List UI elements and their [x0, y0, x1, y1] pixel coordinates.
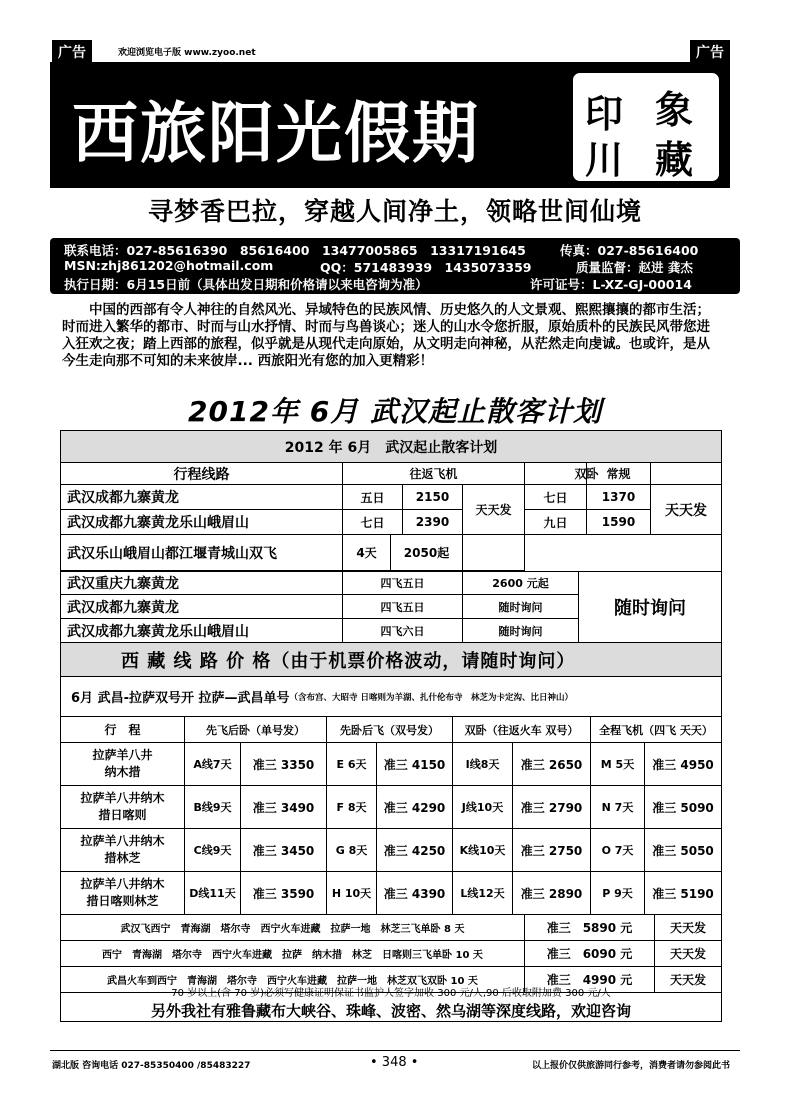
- ad-label-right: 广告: [690, 40, 730, 64]
- price-table: [60, 430, 722, 1022]
- qinghai-row-depart: 天天发: [655, 915, 721, 941]
- sleeper-row-1-price: 1370: [587, 485, 651, 510]
- tibet-row-cell-d: M 5天: [591, 743, 645, 786]
- tibet-row-cell-cp: 准三 2650: [513, 743, 591, 786]
- tibet-subtitle: [61, 677, 721, 717]
- route-row-5-price: 随时询问: [463, 595, 579, 619]
- ask-anytime: 随时询问: [579, 571, 721, 643]
- tibet-row-cell-cp: 准三 2790: [513, 786, 591, 829]
- contact-msn: MSN:zhj861202@hotmail.com: [64, 258, 274, 273]
- contact-phone: 联系电话：027-85616390 85616400 13477005865 13317191645: [64, 243, 526, 258]
- tibet-row-cell-ap: 准三 3490: [241, 786, 327, 829]
- route-row-4-days: 四飞五日: [343, 571, 463, 595]
- qinghai-row-price: 准三 4990 元: [525, 967, 655, 993]
- contact-qq: QQ：571483939 1435073359: [320, 260, 532, 275]
- route-row-3-price: 2050起: [391, 535, 463, 571]
- note-more: 另外我社有雅鲁藏布大峡谷、珠峰、波密、然乌湖等深度线路，欢迎咨询: [150, 1001, 631, 1020]
- tibet-row-cell-c: K线10天: [453, 829, 513, 872]
- sleeper-row-2-days: 九日: [525, 510, 587, 535]
- page-number: • 348 •: [370, 1055, 419, 1070]
- contact-box: [50, 238, 740, 294]
- sleeper-row-2-price: 1590: [587, 510, 651, 535]
- tibet-row-cell-b: G 8天: [327, 829, 377, 872]
- seal-char-2: 象: [655, 87, 694, 132]
- tibet-row-route-line: 措林芝: [104, 851, 141, 865]
- tibet-row-cell-ap: 准三 3350: [241, 743, 327, 786]
- head-route: 行程线路: [61, 463, 343, 485]
- tibet-title: 西 藏 线 路 价 格（由于机票价格波动，请随时询问）: [61, 643, 721, 677]
- title-banner: [50, 62, 730, 188]
- plan-heading: 2012年 6月 武汉起止散客计划: [188, 395, 602, 428]
- tibet-row-cell-a: C线9天: [185, 829, 241, 872]
- seal-char-1: 印: [585, 91, 624, 136]
- tibet-row-cell-cp: 准三 2890: [513, 872, 591, 915]
- qinghai-row-route: 西宁 青海湖 塔尔寺 西宁火车进藏 拉萨 纳木措 林芝 日喀则三飞单卧 10 天: [61, 941, 525, 967]
- sleeper-blank: [525, 535, 721, 571]
- contact-supervisor: 质量监督：赵进 龚杰: [576, 260, 693, 275]
- tibet-row-cell-bp: 准三 4250: [377, 829, 453, 872]
- tibet-head-c1: 先飞后卧（单号发）: [185, 717, 327, 743]
- footer-contact: 湖北版 咨询电话 027-85350400 /85483227: [52, 1061, 251, 1071]
- tibet-row-cell-d: P 9天: [591, 872, 645, 915]
- table-title: 2012 年 6月 武汉起止散客计划: [61, 431, 721, 463]
- tibet-row-cell-ap: 准三 3450: [241, 829, 327, 872]
- tibet-head-c4: 全程飞机（四飞 天天）: [591, 717, 721, 743]
- qinghai-row-route: 武汉飞西宁 青海湖 塔尔寺 西宁火车进藏 拉萨一地 林芝三飞单卧 8 天: [61, 915, 525, 941]
- contact-license: 许可证号：L-XZ-GJ-00014: [530, 277, 692, 292]
- tibet-row-cell-a: D线11天: [185, 872, 241, 915]
- tibet-row-cell-bp: 准三 4390: [377, 872, 453, 915]
- route-row-3-blank: [463, 535, 525, 571]
- ad-label-left: 广告: [52, 40, 92, 64]
- welcome-text: 欢迎浏览电子版 www.zyoo.net: [118, 48, 256, 58]
- tibet-row-cell-c: L线12天: [453, 872, 513, 915]
- tibet-row-route: [61, 872, 185, 915]
- tibet-row-route: [61, 829, 185, 872]
- tibet-subtitle-note: （含布宫、大昭寺 日喀则为羊湖、扎什伦布寺 林芝为卡定沟、比日神山）: [289, 692, 573, 703]
- seal-char-4: 藏: [655, 137, 694, 182]
- contact-exec-date: 执行日期：6月15日前（具体出发日期和价格请以来电咨询为准）: [64, 277, 428, 292]
- tibet-row-cell-b: F 8天: [327, 786, 377, 829]
- route-row-2-price: 2390: [403, 510, 463, 535]
- route-row-6-days: 四飞六日: [343, 619, 463, 643]
- tibet-row-cell-d: O 7天: [591, 829, 645, 872]
- route-row-5-days: 四飞五日: [343, 595, 463, 619]
- route-row-2-days: 七日: [343, 510, 403, 535]
- tibet-row-cell-c: I线8天: [453, 743, 513, 786]
- tibet-row-route-line: 措日喀则: [98, 808, 147, 822]
- qinghai-row-depart: 天天发: [655, 967, 721, 993]
- route-row-6: 武汉成都九寨黄龙乐山峨眉山: [61, 619, 343, 643]
- qinghai-row-depart: 天天发: [655, 941, 721, 967]
- head-empty-right: [651, 463, 721, 485]
- route-row-4: 武汉重庆九寨黄龙: [61, 571, 343, 595]
- route-row-1-days: 五日: [343, 485, 403, 510]
- tibet-head-c3: 双卧（往返火车 双号）: [453, 717, 591, 743]
- tibet-head-c2: 先卧后飞（双号发）: [327, 717, 453, 743]
- route-row-5: 武汉成都九寨黄龙: [61, 595, 343, 619]
- agency-title: 西旅阳光假期: [72, 94, 480, 172]
- tibet-head-route: 行 程: [61, 717, 185, 743]
- head-regular: 常规: [587, 463, 651, 485]
- seal-char-3: 川: [585, 137, 624, 182]
- tibet-row-cell-dp: 准三 5090: [645, 786, 721, 829]
- tibet-row-cell-bp: 准三 4290: [377, 786, 453, 829]
- tibet-row-cell-b: E 6天: [327, 743, 377, 786]
- head-sleeper-label: 双卧: [574, 467, 599, 481]
- tibet-row-route-line: 拉萨羊八井: [92, 748, 153, 762]
- impression-seal: [570, 70, 722, 184]
- slogan: 寻梦香巴拉，穿越人间净土，领略世间仙境: [147, 197, 642, 226]
- intro: [62, 302, 722, 370]
- daily-depart: 天天发: [463, 485, 525, 535]
- tibet-row-cell-cp: 准三 2750: [513, 829, 591, 872]
- qinghai-row-price: 准三 6090 元: [525, 941, 655, 967]
- sleeper-row-1-days: 七日: [525, 485, 587, 510]
- tibet-row-cell-bp: 准三 4150: [377, 743, 453, 786]
- tibet-row-cell-c: J线10天: [453, 786, 513, 829]
- tibet-row-cell-d: N 7天: [591, 786, 645, 829]
- footer-rule: [50, 1050, 740, 1051]
- route-row-3-days: 4天: [343, 535, 391, 571]
- head-flight-round: 往返飞机: [343, 463, 525, 485]
- tibet-row-cell-dp: 准三 5050: [645, 829, 721, 872]
- qinghai-row-price: 准三 5890 元: [525, 915, 655, 941]
- route-row-1: 武汉成都九寨黄龙: [61, 485, 343, 510]
- qinghai-row-route: 武昌火车到西宁 青海湖 塔尔寺 西宁火车进藏 拉萨一地 林芝双飞双卧 10 天: [61, 967, 525, 993]
- route-row-1-price: 2150: [403, 485, 463, 510]
- tibet-row-route: [61, 786, 185, 829]
- tibet-row-cell-a: B线9天: [185, 786, 241, 829]
- route-row-4-price: 2600 元起: [463, 571, 579, 595]
- route-row-2: 武汉成都九寨黄龙乐山峨眉山: [61, 510, 343, 535]
- footer-disclaimer: 以上报价仅供旅游同行参考，消费者请勿参阅此书: [531, 1061, 730, 1071]
- tibet-row-route: [61, 743, 185, 786]
- head-sleeper: [525, 463, 599, 485]
- tibet-row-cell-b: H 10天: [327, 872, 377, 915]
- tibet-row-route-line: 拉萨羊八井纳木: [80, 791, 165, 805]
- tibet-row-cell-ap: 准三 3590: [241, 872, 327, 915]
- note-age: 70 岁以上(含 70 岁)必须写健康证明保证书监护人签字加收 300 元/人,90 后收取附加费 300 元/人: [171, 987, 611, 999]
- route-row-6-price: 随时询问: [463, 619, 579, 643]
- tibet-row-route-line: 拉萨羊八井纳木: [80, 834, 165, 848]
- tibet-row-cell-dp: 准三 5190: [645, 872, 721, 915]
- tibet-subtitle-main: 6月 武昌-拉萨双号开 拉萨—武昌单号: [71, 691, 290, 706]
- route-row-3: 武汉乐山峨眉山都江堰青城山双飞: [61, 535, 343, 571]
- contact-fax: 传真：027-85616400: [560, 243, 699, 258]
- daily-depart-bold: 天天发: [651, 485, 721, 535]
- tibet-row-cell-dp: 准三 4950: [645, 743, 721, 786]
- tibet-row-route-line: 措日喀则林芝: [86, 894, 159, 908]
- tibet-row-route-line: 纳木措: [104, 765, 141, 779]
- tibet-row-cell-a: A线7天: [185, 743, 241, 786]
- tibet-row-route-line: 拉萨羊八井纳木: [80, 877, 165, 891]
- intro-text: 中国的西部有令人神往的自然风光、异域特色的民族风情、历史悠久的人文景观、熙熙攘攘的都市生活；时而进入繁华的都市、时而与山水抒情、时而与鸟兽谈心；迷人的山水令您折服，原始质朴的民族民风带您进入狂欢之夜；踏上西部的旅程，似乎就是从现代走向原始，从文明走向神秘，从茫然走向虔诚。也或许，是从今生走向那不可知的未来彼岸... 西旅阳光有您的加入更精彩！: [62, 302, 710, 369]
